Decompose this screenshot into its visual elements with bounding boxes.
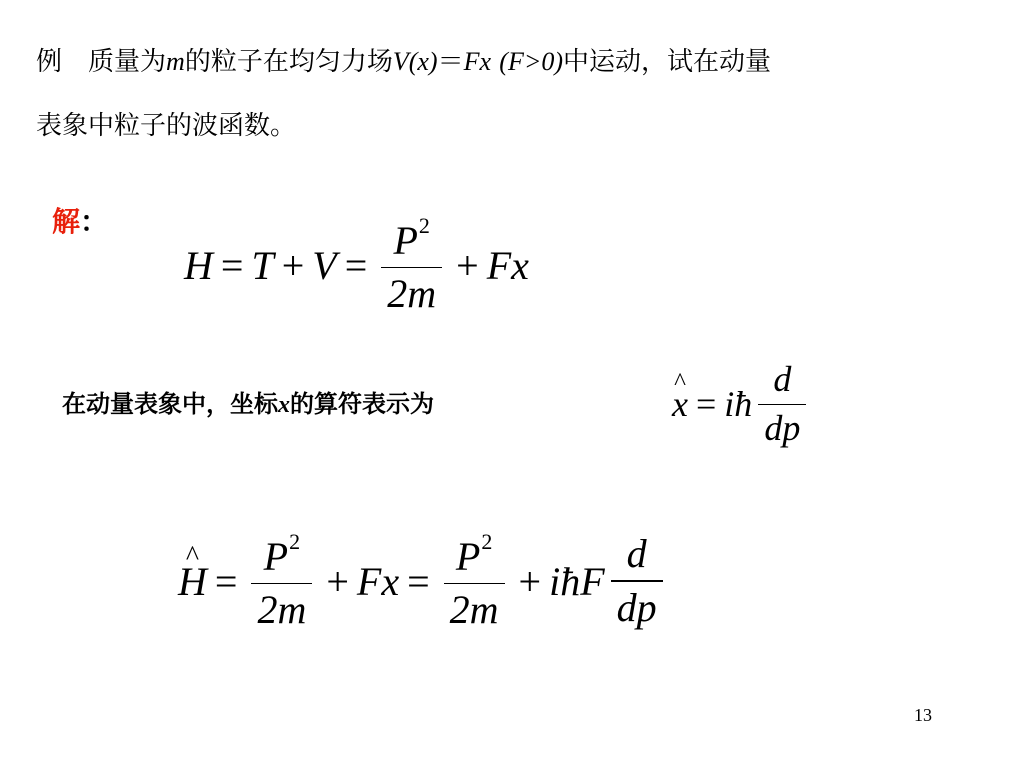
eq3-fraction-2 (444, 530, 505, 632)
eq3-plus-b: + (518, 558, 542, 604)
eq3-plus-a: + (326, 558, 349, 604)
eq3-fraction-1 (251, 530, 312, 632)
eq1-exponent: 2 (418, 213, 430, 238)
eq1-T: T (251, 242, 274, 288)
fraction-bar (381, 267, 442, 269)
coordinate-operator-text (62, 384, 434, 419)
eq1-fraction (381, 214, 442, 316)
eq3-numerator-2: P (455, 533, 481, 579)
eq2-ihbar: iħ (724, 384, 753, 425)
eq3-denominator-3: dp (616, 584, 657, 630)
eq3-Fx: Fx (356, 558, 400, 604)
eq1-equals-a: = (220, 242, 244, 288)
hamiltonian-equation (184, 214, 529, 316)
force-expression: Fx (463, 47, 492, 76)
eq1-H: H (184, 242, 213, 288)
coord-x: x (278, 392, 290, 418)
problem-text-a: 质量为 (88, 47, 167, 77)
eq3-exponent-1: 2 (289, 529, 301, 554)
potential-symbol: V(x) (392, 47, 438, 76)
eq2-equals: = (695, 384, 717, 425)
problem-text-b: 的粒子在均匀力场 (184, 47, 393, 77)
fraction-bar (611, 580, 663, 582)
eq3-numerator-1: P (263, 533, 289, 579)
eq1-numerator: P (393, 217, 418, 263)
eq2-fraction (758, 360, 806, 449)
eq3-ihbarF: iħF (549, 558, 605, 604)
force-condition: (F>0) (499, 47, 564, 76)
eq3-fraction-3 (611, 532, 663, 630)
solution-colon: ： (80, 205, 109, 238)
eq1-plus-b: + (456, 242, 479, 288)
solution-word: 解 (52, 205, 81, 238)
eq3-denominator-1: 2m (257, 587, 307, 633)
eq1-plus-a: + (281, 242, 305, 288)
hamiltonian-operator-equation (178, 530, 669, 632)
coord-text-a: 在动量表象中，坐标 (62, 390, 278, 418)
eq3-denominator-2: 2m (449, 587, 499, 633)
eq2-denominator: dp (764, 408, 801, 449)
eq3-equals-a: = (214, 558, 238, 604)
problem-equals: ＝ (437, 47, 464, 77)
eq1-denominator: 2m (387, 271, 437, 317)
eq2-x-hat: ^ x (672, 383, 688, 425)
eq1-V: V (312, 242, 337, 288)
problem-text-c: 中运动，试在动量 (563, 47, 772, 77)
fraction-bar (444, 583, 505, 585)
fraction-bar (251, 583, 312, 585)
eq2-numerator: d (773, 359, 792, 399)
solution-label (52, 200, 108, 240)
page-number: 13 (914, 705, 932, 725)
eq3-H-hat: ^ H (178, 558, 207, 605)
eq3-exponent-2: 2 (481, 529, 493, 554)
problem-statement (36, 40, 771, 84)
eq3-numerator-3: d (626, 531, 647, 577)
problem-statement-line2: 表象中粒子的波函数。 (36, 111, 297, 141)
coord-text-b: 的算符表示为 (290, 390, 434, 418)
example-label: 例 (36, 47, 63, 77)
mass-symbol: m (166, 47, 185, 76)
eq1-equals-b: = (344, 242, 368, 288)
x-operator-equation (672, 360, 812, 449)
eq1-tail: Fx (486, 242, 529, 288)
eq3-equals-b: = (407, 558, 430, 604)
fraction-bar (758, 404, 806, 406)
